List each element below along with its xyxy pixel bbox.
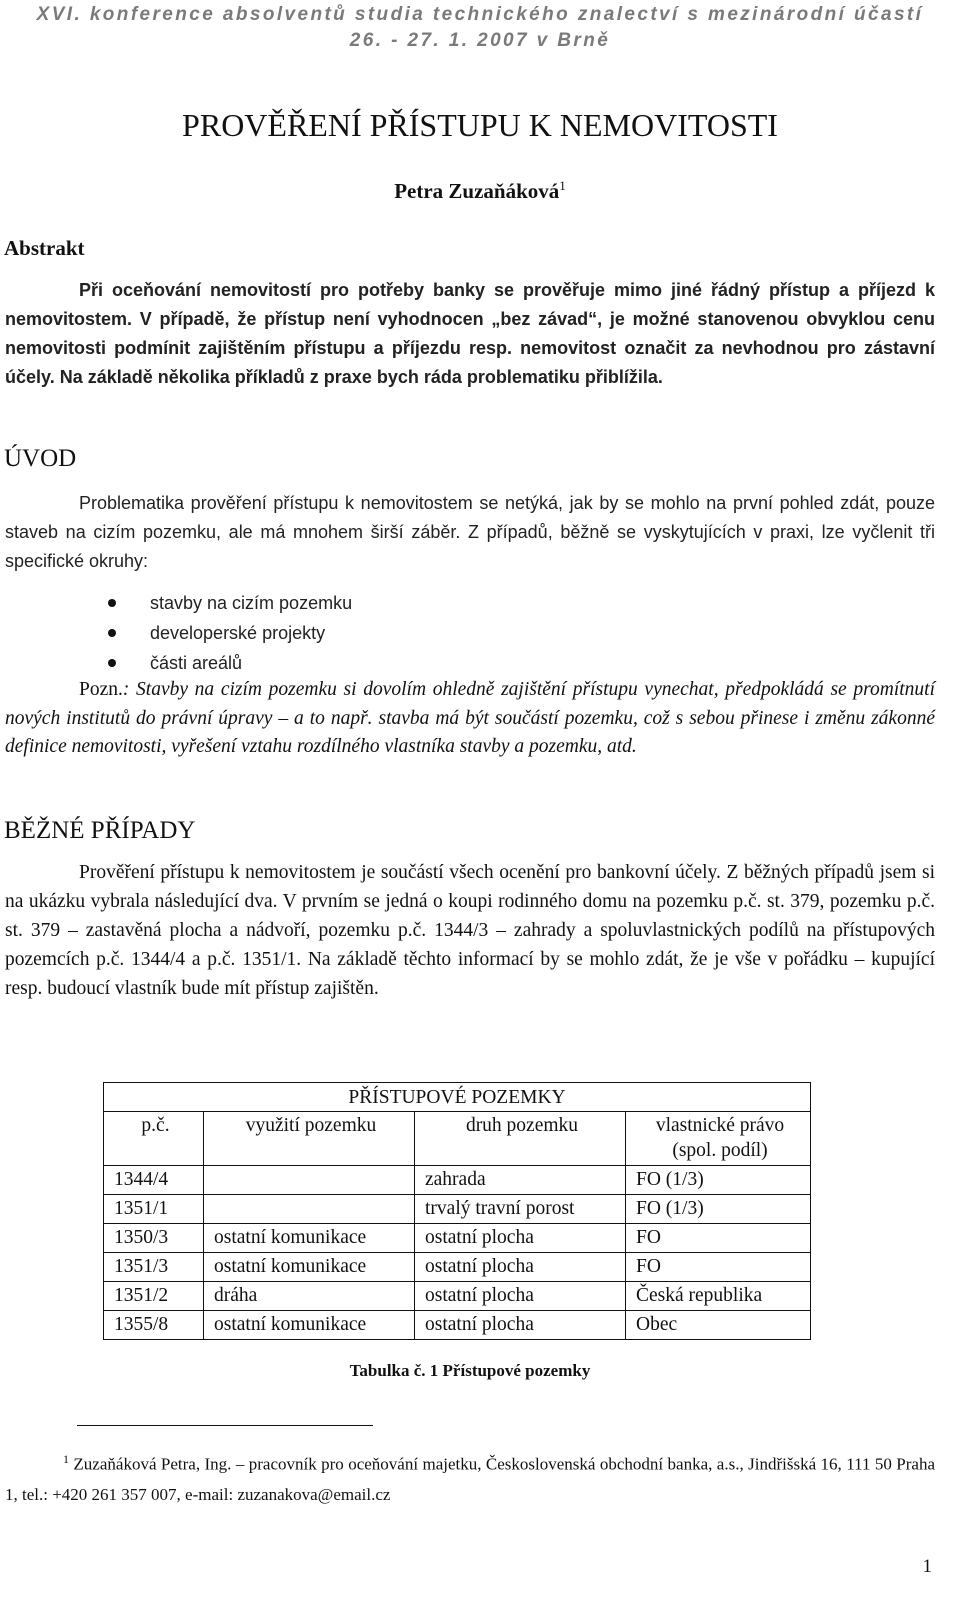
author-line [0,172,960,205]
author-footnote-mark[interactable]: 1 [559,178,566,193]
table-cell: ostatní komunikace [204,1311,415,1340]
bullet-icon [108,629,116,637]
table-cell: Obec [626,1311,811,1340]
table-cell: ostatní plocha [415,1311,626,1340]
table-cell: Česká republika [626,1282,811,1311]
footnote-mark: 1 [63,1452,69,1466]
note-label: Pozn. [79,679,123,700]
note-text: : Stavby na cizím pozemku si dovolím ohledně zajištění přístupu vynechat, předpokládá se promítnutí nových institutů do právní úpravy – a to např. stavba má být součástí pozemku, což s sebou přinese i změnu zákonné definice nemovitosti, vyřešení vztahu rozdílného vlastníka stavby a pozemku, atd. [5,679,935,757]
table-label: Tabulka č. 1 Přístupové pozemky [349,1361,591,1380]
table-cell: ostatní plocha [415,1224,626,1253]
table-cell: ostatní plocha [415,1282,626,1311]
bullet-icon [108,659,116,667]
conference-header-line1: XVI. konference absolventů studia technického znalectví s mezinárodní účastí [36,4,924,25]
table-cell: FO [626,1253,811,1282]
table-cell: trvalý travní porost [415,1195,626,1224]
list-item: stavby na cizím pozemku [108,588,352,618]
header-cell: p.č. [104,1112,204,1166]
footnote-divider [77,1425,373,1426]
table-caption-cell: PŘÍSTUPOVÉ POZEMKY [104,1083,811,1112]
abstract-text: Při oceňování nemovitostí pro potřeby banky se prověřuje mimo jiné řádný přístup a příjezd k nemovitostem. V případě, že přístup není vyhodnocen „bez závad“, je možné stanovenou obvyklou cenu nemovitosti podmínit zajištěním přístupu a příjezdu resp. nemovitost označit za nevhodnou pro zástavní účely. Na základě několika příkladů z praxe bych ráda problematiku přiblížila. [5,280,935,387]
footnote-text: Zuzaňáková Petra, Ing. – pracovník pro oceňování majetku, Československá obchodní banka, a.s., Jindřišská 16, 111 50 Praha 1, tel.: +420 261 357 007, e-mail: zuzanakova@email.cz [5,1454,935,1504]
section-heading-bezne: BĚŽNÉ PŘÍPADY [4,817,196,844]
paper-title: PROVĚŘENÍ PŘÍSTUPU K NEMOVITOSTI [182,107,778,143]
table-header-row [104,1112,811,1166]
bezne-paragraph: Prověření přístupu k nemovitostem je součástí všech ocenění pro bankovní účely. Z běžných případů jsem si na ukázku vybrala následující dva. V prvním se jedná o koupi rodinného domu na pozemku p.č. st. 379, pozemku p.č. st. 379 – zastavěná plocha a nádvoří, pozemku p.č. 1344/3 – zahrady a spoluvlastnických podílů na přístupových pozemcích p.č. 1344/4 a p.č. 1351/1. Na základě těchto informací by se mohlo zdát, že je vše v pořádku – kupující resp. budoucí vlastník bude mít přístup zajištěn. [5,862,935,999]
table-cell: 1351/3 [104,1253,204,1282]
section-heading-uvod: ÚVOD [4,445,77,472]
header-cell: vlastnické právo (spol. podíl) [626,1112,811,1166]
table-cell: ostatní plocha [415,1253,626,1282]
table-cell: FO (1/3) [626,1195,811,1224]
abstract-heading: Abstrakt [4,236,85,260]
table-cell [204,1166,415,1195]
conference-header-line2: 26. - 27. 1. 2007 v Brně [349,30,611,51]
table-row [104,1253,811,1282]
table-cell: FO [626,1224,811,1253]
access-parcels-table [103,1082,811,1340]
author-name: Petra Zuzaňáková [394,179,560,203]
list-item: developerské projekty [108,618,352,648]
table-cell: dráha [204,1282,415,1311]
table-cell [204,1195,415,1224]
table-cell: zahrada [415,1166,626,1195]
note-paragraph [5,676,935,762]
table-row [104,1311,811,1340]
table-cell: ostatní komunikace [204,1253,415,1282]
table-cell: 1355/8 [104,1311,204,1340]
table-row [104,1282,811,1311]
page-number: 1 [922,1556,932,1577]
table-cell: 1351/2 [104,1282,204,1311]
footnote [5,1444,935,1510]
table-cell: 1350/3 [104,1224,204,1253]
table-cell: 1344/4 [104,1166,204,1195]
bullet-icon [108,599,116,607]
uvod-paragraph: Problematika prověření přístupu k nemovitostem se netýká, jak by se mohlo na první pohled zdát, pouze staveb na cizím pozemku, ale má mnohem širší záběr. Z případů, běžně se vyskytujících v praxi, lze vyčlenit tři specifické okruhy: [5,493,935,571]
table-cell: 1351/1 [104,1195,204,1224]
table-cell: ostatní komunikace [204,1224,415,1253]
topic-list [108,588,352,678]
table-row [104,1166,811,1195]
table-caption-row [104,1083,811,1112]
table-row [104,1224,811,1253]
table-cell: FO (1/3) [626,1166,811,1195]
header-cell: využití pozemku [204,1112,415,1166]
table-row [104,1195,811,1224]
list-item: části areálů [108,648,352,678]
header-cell: druh pozemku [415,1112,626,1166]
